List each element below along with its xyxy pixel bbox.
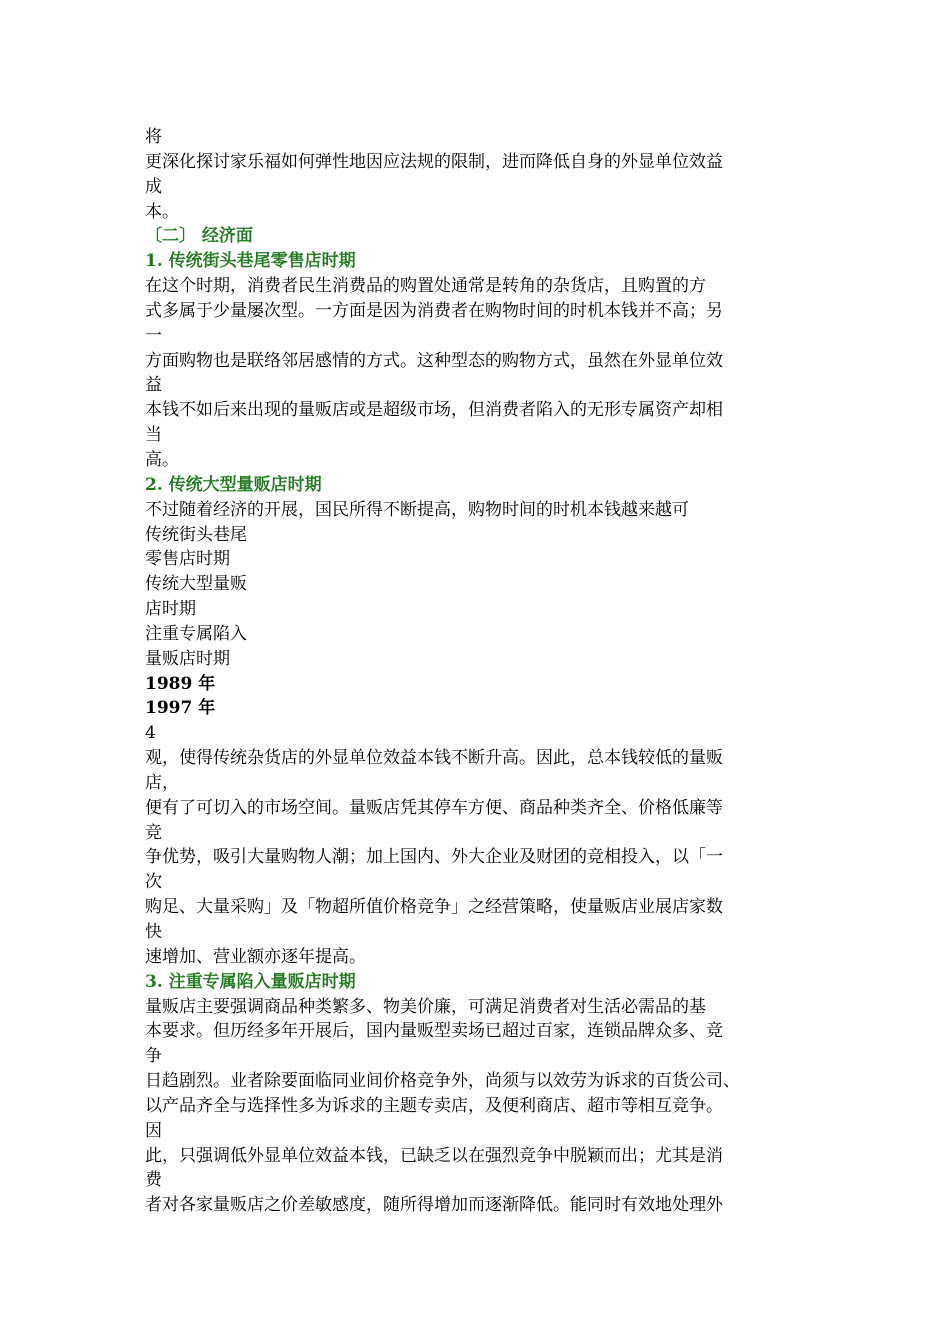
body-text-line: 将 [145, 127, 162, 147]
body-text-line: 方面购物也是联络邻居感情的方式。这种型态的购物方式，虽然在外显单位效 [145, 350, 723, 371]
subsection-heading: 3. 注重专属陷入量贩店时期 [145, 971, 356, 992]
body-text-line: 费 [145, 1170, 162, 1191]
body-text-line: 式多属于少量屡次型。一方面是因为消费者在购物时间的时机本钱并不高；另 [145, 300, 723, 321]
body-text-line: 次 [145, 872, 162, 893]
document-page [145, 125, 815, 1218]
body-text-line: 购足、大量采购」及「物超所值价格竞争」之经营策略，使量贩店业展店家数 [145, 897, 723, 918]
section-heading: 〔二〕 经济面 [145, 226, 253, 247]
body-text-line: 快 [145, 922, 162, 942]
diagram-label: 传统街头巷尾 [145, 524, 247, 545]
subsection-heading: 2. 传统大型量贩店时期 [145, 474, 322, 495]
body-text-line: 日趋剧烈。业者除要面临同业间价格竞争外，尚须与以效劳为诉求的百货公司、 [145, 1071, 740, 1092]
year-label: 1997 年 [145, 698, 216, 719]
body-text-line: 更深化探讨家乐福如何弹性地因应法规的限制，进而降低自身的外显单位效益 [145, 151, 723, 172]
body-text-line: 本要求。但历经多年开展后，国内量贩型卖场已超过百家，连锁品牌众多、竞 [145, 1021, 723, 1042]
body-text-line: 本。 [145, 201, 179, 222]
body-text-line: 便有了可切入的市场空间。量贩店凭其停车方便、商品种类齐全、价格低廉等 [145, 797, 723, 818]
body-text-line: 成 [145, 176, 162, 197]
diagram-label: 零售店时期 [145, 549, 230, 570]
page-number: 4 [145, 723, 156, 744]
body-text-line: 益 [145, 375, 162, 396]
body-text-line: 争优势，吸引大量购物人潮；加上国内、外大企业及财团的竞相投入，以「一 [145, 847, 723, 868]
diagram-label: 注重专属陷入 [145, 623, 247, 644]
body-text-line: 此，只强调低外显单位效益本钱，已缺乏以在强烈竞争中脱颖而出；尤其是消 [145, 1145, 723, 1166]
body-text-line: 量贩店主要强调商品种类繁多、物美价廉，可满足消费者对生活必需品的基 [145, 996, 706, 1017]
body-text-line: 竞 [145, 822, 162, 843]
subsection-heading: 1. 传统街头巷尾零售店时期 [145, 251, 356, 272]
body-text-line: 以产品齐全与选择性多为诉求的主题专卖店，及便利商店、超市等相互竞争。 [145, 1095, 723, 1116]
diagram-label: 量贩店时期 [145, 648, 230, 669]
year-label: 1989 年 [145, 673, 216, 694]
body-text-line: 者对各家量贩店之价差敏感度，随所得增加而逐渐降低。能同时有效地处理外 [145, 1195, 723, 1216]
diagram-label: 传统大型量贩 [145, 574, 247, 595]
body-text-line: 在这个时期，消费者民生消费品的购置处通常是转角的杂货店，且购置的方 [145, 276, 706, 297]
body-text-line: 速增加、营业额亦逐年提高。 [145, 946, 366, 967]
body-text-line: 因 [145, 1120, 162, 1141]
body-text-line: 争 [145, 1046, 162, 1067]
body-text-line: 店， [145, 772, 179, 793]
body-text-line: 本钱不如后来出现的量贩店或是超级市场，但消费者陷入的无形专属资产却相 [145, 400, 723, 421]
body-text-line: 不过随着经济的开展，国民所得不断提高，购物时间的时机本钱越来越可 [145, 499, 689, 520]
body-text-line: 高。 [145, 449, 179, 470]
body-text-line: 当 [145, 425, 162, 446]
diagram-label: 店时期 [145, 599, 196, 620]
body-text-line: 观，使得传统杂货店的外显单位效益本钱不断升高。因此，总本钱较低的量贩 [145, 748, 723, 769]
body-text-line: 一 [145, 325, 162, 346]
